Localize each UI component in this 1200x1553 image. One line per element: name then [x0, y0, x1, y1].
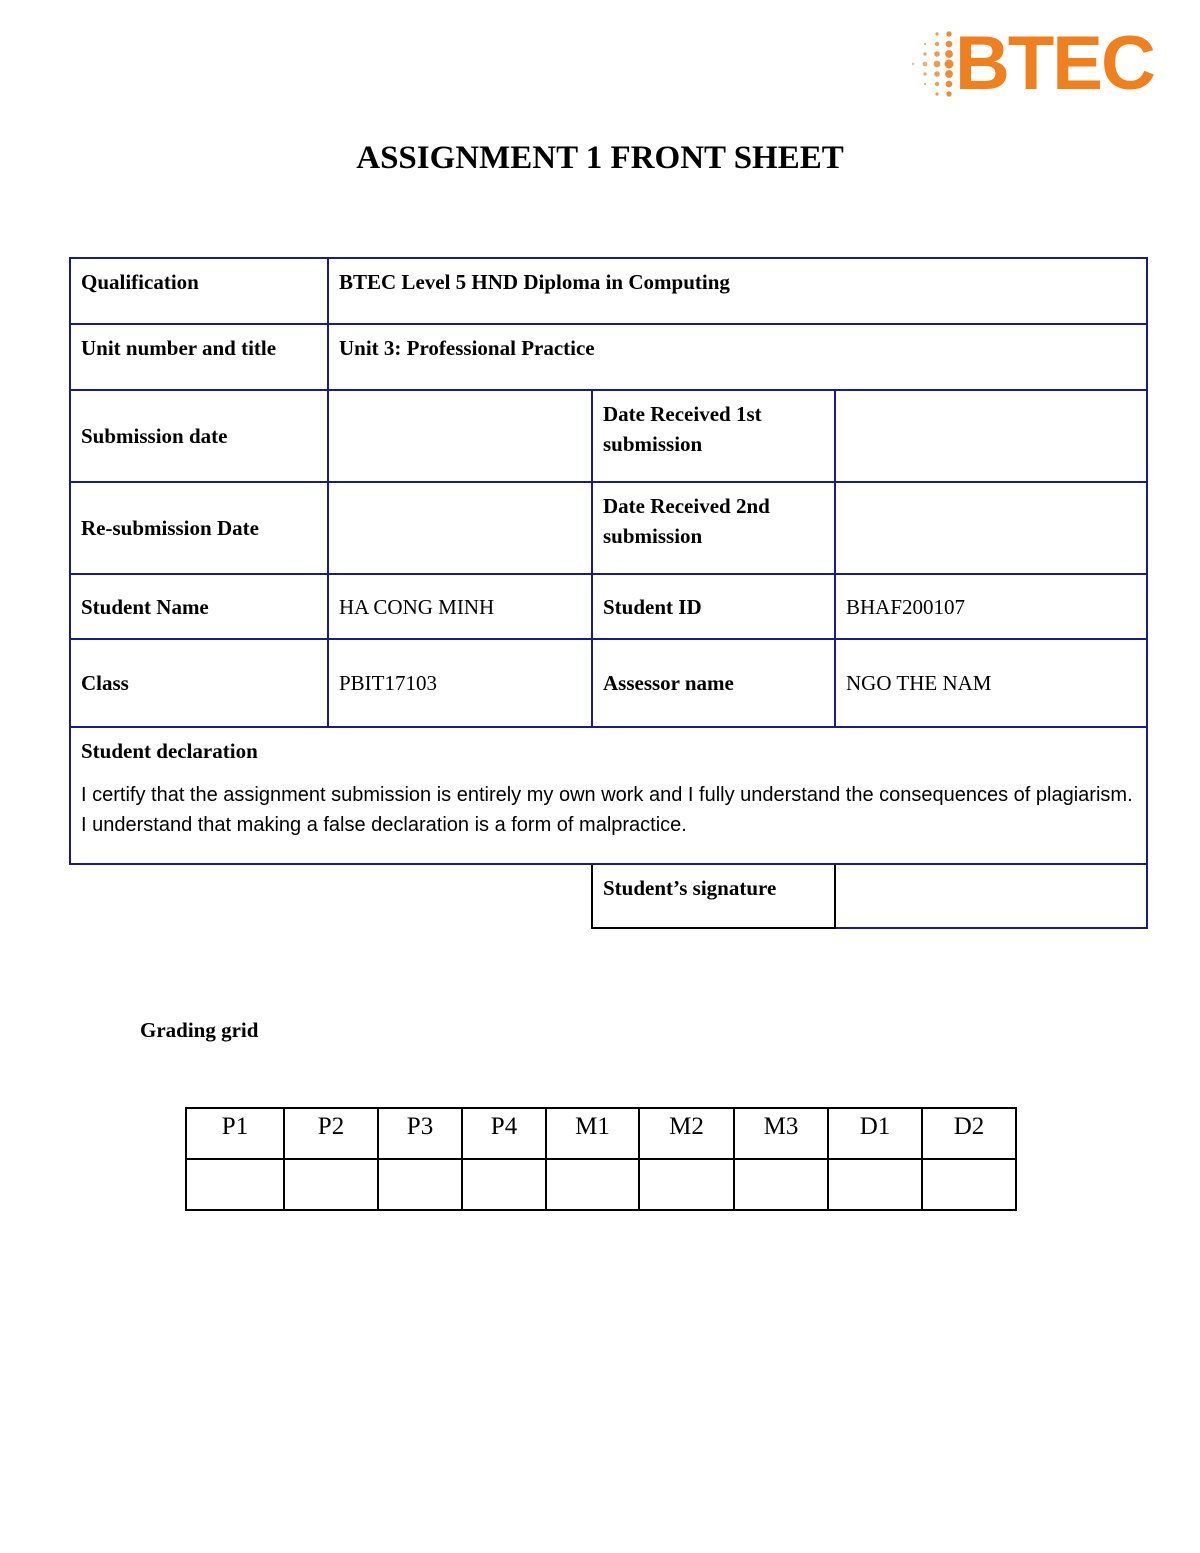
grade-cell-p1[interactable] — [186, 1159, 284, 1210]
grade-criterion-d1: D1 — [828, 1108, 922, 1159]
student-name-label: Student Name — [70, 574, 328, 639]
grade-cell-m1[interactable] — [546, 1159, 639, 1210]
qualification-row — [70, 258, 1147, 324]
grade-criterion-m3: M3 — [734, 1108, 828, 1159]
declaration-text: I certify that the assignment submission is entirely my own work and I fully understand the consequences of plagiarism. I understand that making a false declaration is a form of malpractice. — [81, 784, 1133, 836]
submission-date-field[interactable] — [328, 390, 592, 482]
student-declaration — [70, 727, 1147, 864]
signature-field[interactable] — [835, 864, 1147, 928]
grade-criterion-m1: M1 — [546, 1108, 639, 1159]
class-value: PBIT17103 — [328, 639, 592, 727]
grading-grid-value-row — [186, 1159, 1016, 1210]
assessor-value: NGO THE NAM — [835, 639, 1147, 727]
grade-criterion-p1: P1 — [186, 1108, 284, 1159]
grade-cell-m2[interactable] — [639, 1159, 734, 1210]
grade-criterion-p2: P2 — [284, 1108, 378, 1159]
grade-criterion-d2: D2 — [922, 1108, 1016, 1159]
page-title: ASSIGNMENT 1 FRONT SHEET — [356, 140, 844, 176]
student-id-label: Student ID — [592, 574, 835, 639]
assessor-label: Assessor name — [592, 639, 835, 727]
qualification-value: BTEC Level 5 HND Diploma in Computing — [328, 258, 1147, 324]
grade-criterion-m2: M2 — [639, 1108, 734, 1159]
signature-spacer — [70, 864, 592, 928]
student-id-value: BHAF200107 — [835, 574, 1147, 639]
grade-cell-m3[interactable] — [734, 1159, 828, 1210]
btec-logo-text: BTEC — [955, 21, 1154, 106]
btec-logo — [905, 21, 1155, 106]
grade-cell-d2[interactable] — [922, 1159, 1016, 1210]
grade-cell-p2[interactable] — [284, 1159, 378, 1210]
student-row — [70, 574, 1147, 639]
resubmission-date-field[interactable] — [328, 482, 592, 574]
student-name-value: HA CONG MINH — [328, 574, 592, 639]
signature-label: Student’s signature — [592, 864, 835, 928]
grade-cell-p3[interactable] — [378, 1159, 462, 1210]
grading-grid-label: Grading grid — [140, 1018, 259, 1042]
signature-row — [70, 864, 1147, 928]
date-received-2nd-field[interactable] — [835, 482, 1147, 574]
submission-date-row — [70, 390, 1147, 482]
date-received-1st-label: Date Received 1st submission — [592, 390, 835, 482]
grading-grid-header-row — [186, 1108, 1016, 1159]
declaration-heading: Student declaration — [81, 739, 258, 763]
grade-cell-p4[interactable] — [462, 1159, 546, 1210]
front-sheet-table — [69, 257, 1148, 929]
class-row — [70, 639, 1147, 727]
date-received-2nd-label: Date Received 2nd submission — [592, 482, 835, 574]
class-label: Class — [70, 639, 328, 727]
declaration-row — [70, 727, 1147, 864]
resubmission-date-label: Re-submission Date — [70, 482, 328, 574]
unit-row — [70, 324, 1147, 390]
submission-date-label: Submission date — [70, 390, 328, 482]
date-received-1st-field[interactable] — [835, 390, 1147, 482]
unit-label: Unit number and title — [70, 324, 328, 390]
unit-value: Unit 3: Professional Practice — [328, 324, 1147, 390]
grade-cell-d1[interactable] — [828, 1159, 922, 1210]
grade-criterion-p4: P4 — [462, 1108, 546, 1159]
grading-grid-table — [185, 1107, 1017, 1211]
qualification-label: Qualification — [70, 258, 328, 324]
resubmission-date-row — [70, 482, 1147, 574]
grade-criterion-p3: P3 — [378, 1108, 462, 1159]
